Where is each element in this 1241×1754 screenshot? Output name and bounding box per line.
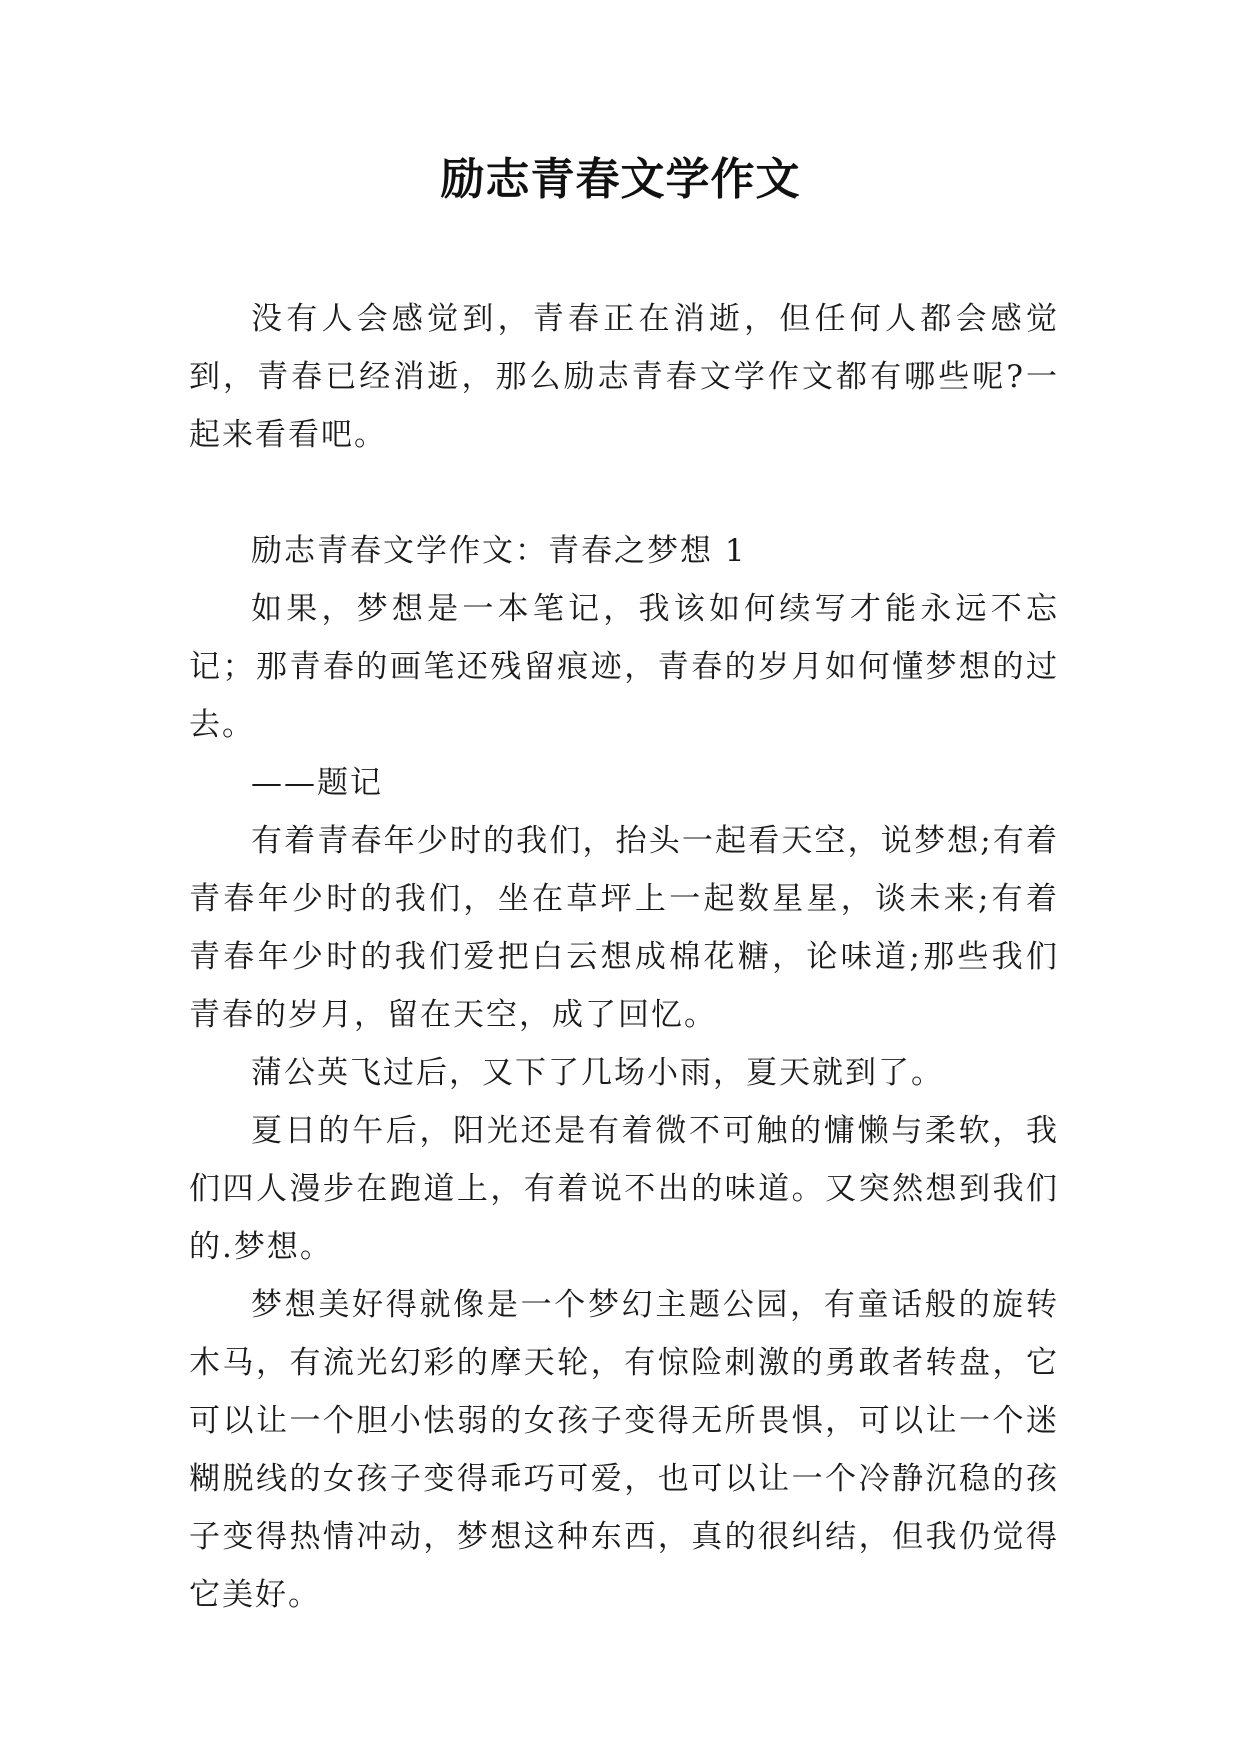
paragraph-gap <box>189 464 1059 522</box>
epigraph-paragraph: 如果，梦想是一本笔记，我该如何续写才能永远不忘记；那青春的画笔还残留痕迹，青春的岁月如何懂梦想的过去。 <box>189 591 1059 743</box>
epigraph-attribution: ——题记 <box>251 765 383 801</box>
document-title: 励志青春文学作文 <box>440 154 801 205</box>
body-paragraph: 夏日的午后，阳光还是有着微不可触的慵懒与柔软，我们四人漫步在跑道上，有着说不出的味道。又突然想到我们的.梦想。 <box>189 1113 1059 1265</box>
intro-paragraph: 没有人会感觉到，青春正在消逝，但任何人都会感觉到，青春已经消逝，那么励志青春文学作文都有哪些呢?一起来看看吧。 <box>189 301 1059 453</box>
section-heading: 励志青春文学作文：青春之梦想 1 <box>251 533 747 569</box>
body-paragraph: 梦想美好得就像是一个梦幻主题公园，有童话般的旋转木马，有流光幻彩的摩天轮，有惊险刺激的勇敢者转盘，它可以让一个胆小怯弱的女孩子变得无所畏惧，可以让一个迷糊脱线的女孩子变得乖巧可爱，也可以让一个冷静沉稳的孩子变得热情冲动，梦想这种东西，真的很纠结，但我仍觉得它美好。 <box>189 1287 1059 1613</box>
document-body <box>189 290 1059 1624</box>
body-paragraph: 蒲公英飞过后，又下了几场小雨，夏天就到了。 <box>251 1055 944 1091</box>
body-paragraph: 有着青春年少时的我们，抬头一起看天空，说梦想;有着青春年少时的我们，坐在草坪上一起数星星，谈未来;有着青春年少时的我们爱把白云想成棉花糖，论味道;那些我们青春的岁月，留在天空，成了回忆。 <box>189 823 1059 1033</box>
